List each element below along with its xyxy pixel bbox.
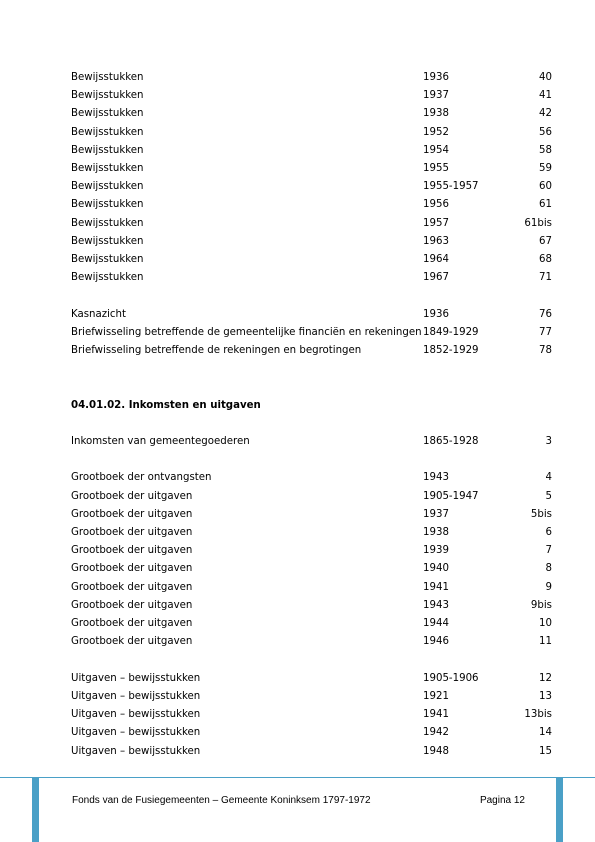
row-year: 1936	[423, 72, 449, 83]
row-year: 1955	[423, 163, 449, 174]
row-year: 1905-1906	[423, 673, 479, 684]
row-description: Bewijsstukken	[71, 72, 144, 83]
row-number: 6	[545, 527, 552, 538]
row-year: 1941	[423, 582, 449, 593]
row-description: Uitgaven – bewijsstukken	[71, 673, 201, 684]
table-row	[0, 725, 595, 741]
table-row	[0, 543, 595, 559]
table-row	[0, 343, 595, 359]
table-row	[0, 525, 595, 541]
row-description: Grootboek der uitgaven	[71, 563, 193, 574]
table-row	[0, 161, 595, 177]
row-number: 5bis	[530, 509, 552, 520]
row-year: 1952	[423, 127, 449, 138]
row-number: 15	[539, 746, 552, 757]
row-number: 10	[539, 618, 552, 629]
row-description: Bewijsstukken	[71, 254, 144, 265]
row-number: 59	[539, 163, 552, 174]
table-row	[0, 252, 595, 268]
row-description: Briefwisseling betreffende de rekeningen en begrotingen	[71, 345, 362, 356]
row-year: 1964	[423, 254, 449, 265]
footer-accent-bar-right	[556, 778, 563, 842]
row-number: 41	[539, 90, 552, 101]
row-year: 1963	[423, 236, 449, 247]
table-row	[0, 707, 595, 723]
footer-divider	[0, 777, 595, 778]
row-description: Bewijsstukken	[71, 145, 144, 156]
row-description: Kasnazicht	[71, 309, 126, 320]
row-description: Grootboek der uitgaven	[71, 491, 193, 502]
row-number: 4	[545, 472, 552, 483]
footer-accent-bar-left	[32, 778, 39, 842]
row-description: Uitgaven – bewijsstukken	[71, 691, 201, 702]
table-row	[0, 70, 595, 86]
row-year: 1957	[423, 218, 449, 229]
row-number: 8	[545, 563, 552, 574]
row-description: Bewijsstukken	[71, 127, 144, 138]
row-description: Bewijsstukken	[71, 108, 144, 119]
table-row	[0, 561, 595, 577]
section-heading: 04.01.02. Inkomsten en uitgaven	[71, 400, 261, 411]
row-description: Bewijsstukken	[71, 272, 144, 283]
row-number: 77	[539, 327, 552, 338]
row-description: Grootboek der ontvangsten	[71, 472, 212, 483]
row-year: 1921	[423, 691, 449, 702]
table-row	[0, 325, 595, 341]
row-description: Grootboek der uitgaven	[71, 582, 193, 593]
row-year: 1943	[423, 600, 449, 611]
row-year: 1937	[423, 90, 449, 101]
row-number: 42	[539, 108, 552, 119]
row-number: 7	[545, 545, 552, 556]
row-description: Bewijsstukken	[71, 181, 144, 192]
table-row	[0, 88, 595, 104]
row-number: 11	[539, 636, 552, 647]
table-row	[0, 125, 595, 141]
row-number: 58	[539, 145, 552, 156]
row-year: 1852-1929	[423, 345, 479, 356]
row-description: Bewijsstukken	[71, 236, 144, 247]
table-row	[0, 106, 595, 122]
table-row	[0, 179, 595, 195]
row-year: 1905-1947	[423, 491, 479, 502]
table-row	[0, 307, 595, 323]
table-row	[0, 580, 595, 596]
row-description: Inkomsten van gemeentegoederen	[71, 436, 250, 447]
row-year: 1954	[423, 145, 449, 156]
row-year: 1938	[423, 527, 449, 538]
row-number: 71	[539, 272, 552, 283]
row-number: 9	[545, 582, 552, 593]
row-year: 1946	[423, 636, 449, 647]
row-year: 1849-1929	[423, 327, 479, 338]
row-number: 3	[545, 436, 552, 447]
row-year: 1939	[423, 545, 449, 556]
row-year: 1865-1928	[423, 436, 479, 447]
row-year: 1948	[423, 746, 449, 757]
row-number: 60	[539, 181, 552, 192]
row-number: 40	[539, 72, 552, 83]
row-year: 1942	[423, 727, 449, 738]
row-number: 56	[539, 127, 552, 138]
table-row	[0, 744, 595, 760]
row-description: Uitgaven – bewijsstukken	[71, 746, 201, 757]
row-description: Grootboek der uitgaven	[71, 545, 193, 556]
row-number: 14	[539, 727, 552, 738]
row-description: Uitgaven – bewijsstukken	[71, 727, 201, 738]
table-row	[0, 507, 595, 523]
row-number: 13bis	[524, 709, 552, 720]
row-number: 67	[539, 236, 552, 247]
row-number: 5	[545, 491, 552, 502]
row-year: 1956	[423, 199, 449, 210]
table-row	[0, 489, 595, 505]
table-row	[0, 234, 595, 250]
row-description: Bewijsstukken	[71, 90, 144, 101]
row-number: 61	[539, 199, 552, 210]
table-row	[0, 616, 595, 632]
row-number: 9bis	[530, 600, 552, 611]
table-row	[0, 216, 595, 232]
row-year: 1944	[423, 618, 449, 629]
row-year: 1936	[423, 309, 449, 320]
row-number: 12	[539, 673, 552, 684]
footer-page-number: Pagina 12	[479, 795, 525, 806]
row-description: Grootboek der uitgaven	[71, 618, 193, 629]
row-description: Grootboek der uitgaven	[71, 600, 193, 611]
table-row	[0, 689, 595, 705]
row-number: 68	[539, 254, 552, 265]
row-description: Bewijsstukken	[71, 218, 144, 229]
row-description: Grootboek der uitgaven	[71, 527, 193, 538]
table-row	[0, 434, 595, 450]
table-row	[0, 598, 595, 614]
row-description: Grootboek der uitgaven	[71, 636, 193, 647]
row-number: 13	[539, 691, 552, 702]
row-year: 1937	[423, 509, 449, 520]
row-year: 1941	[423, 709, 449, 720]
row-description: Bewijsstukken	[71, 199, 144, 210]
table-row	[0, 197, 595, 213]
row-year: 1943	[423, 472, 449, 483]
row-number: 76	[539, 309, 552, 320]
row-year: 1938	[423, 108, 449, 119]
table-row	[0, 671, 595, 687]
table-row	[0, 270, 595, 286]
table-row	[0, 143, 595, 159]
row-year: 1967	[423, 272, 449, 283]
row-description: Bewijsstukken	[71, 163, 144, 174]
row-year: 1955-1957	[423, 181, 479, 192]
row-description: Uitgaven – bewijsstukken	[71, 709, 201, 720]
table-row	[0, 634, 595, 650]
footer-title: Fonds van de Fusiegemeenten – Gemeente Koninksem 1797-1972	[72, 795, 371, 806]
row-number: 78	[539, 345, 552, 356]
row-number: 61bis	[524, 218, 552, 229]
row-description: Grootboek der uitgaven	[71, 509, 193, 520]
table-row	[0, 470, 595, 486]
row-description: Briefwisseling betreffende de gemeentelijke financiën en rekeningen	[71, 327, 422, 338]
row-year: 1940	[423, 563, 449, 574]
